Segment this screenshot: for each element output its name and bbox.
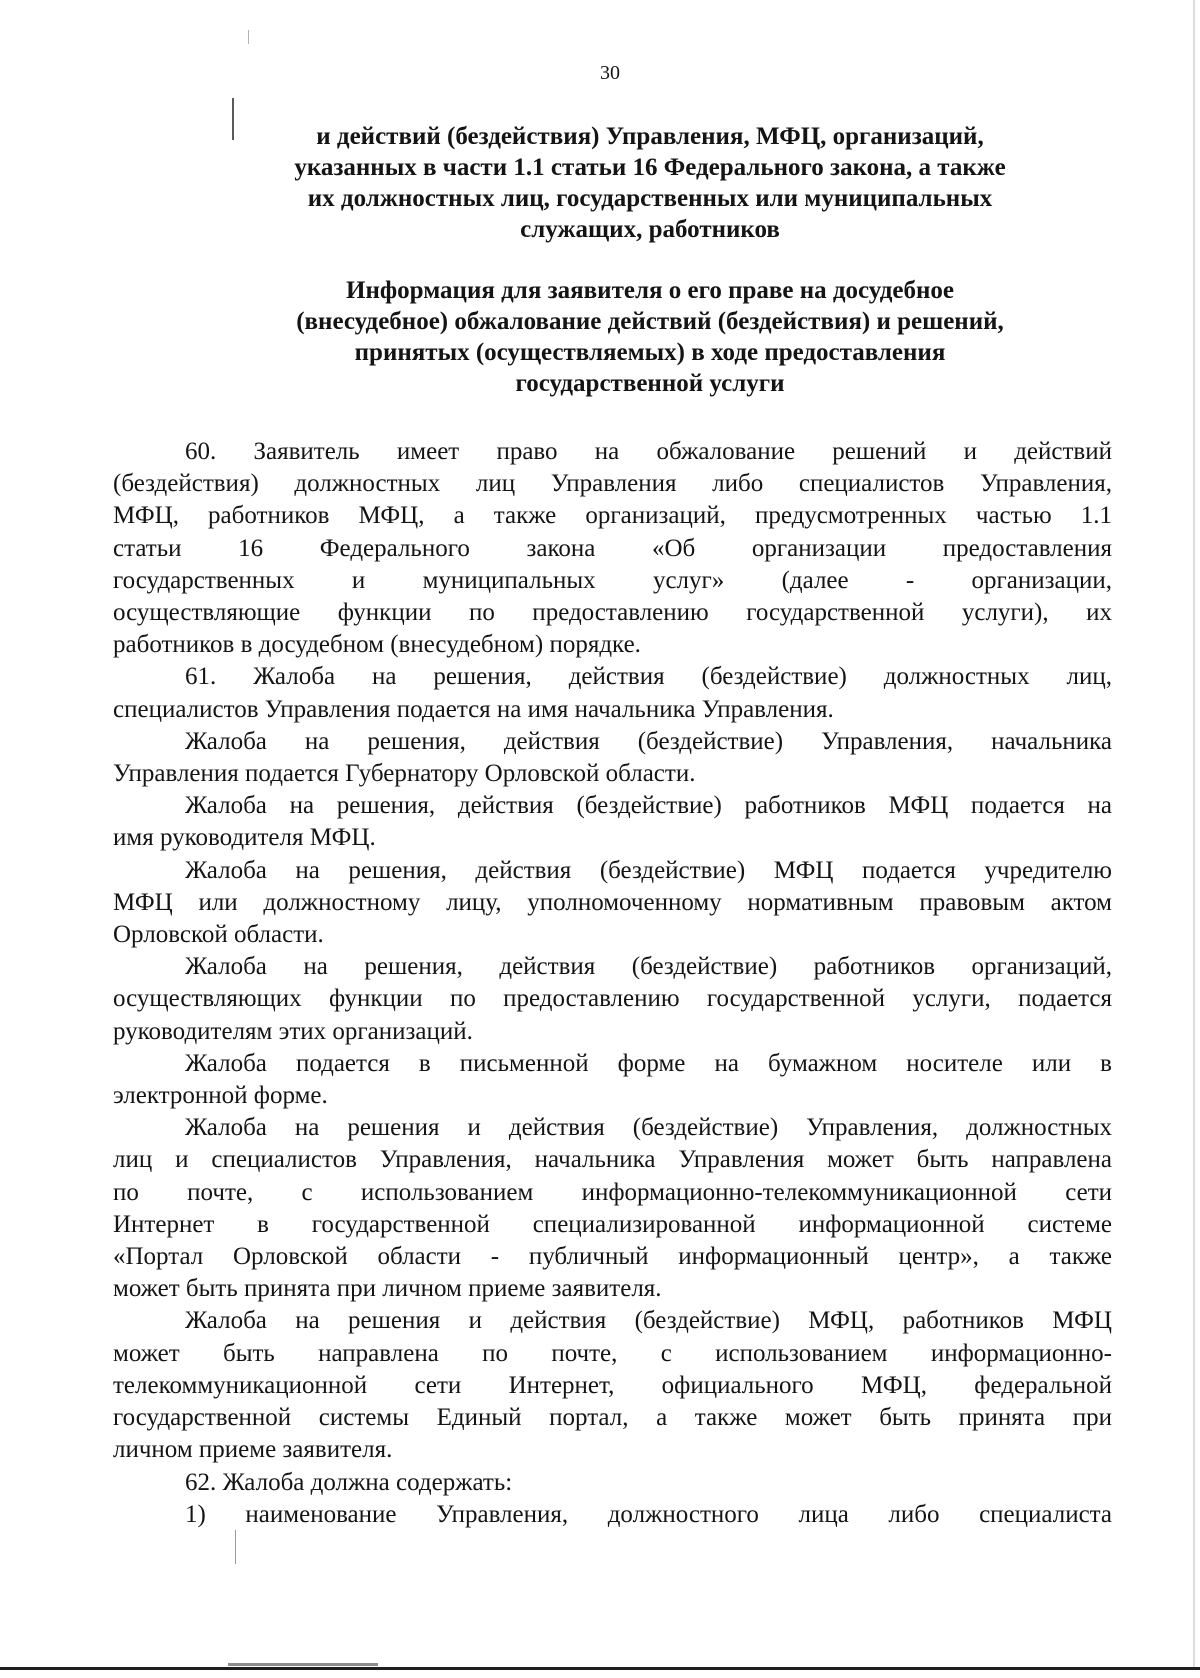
paragraph: [113, 855, 1112, 952]
text-line: МФЦ, работников МФЦ, а также организаций, предусмотренных частью 1.1: [113, 502, 1112, 530]
paragraph: [113, 1112, 1112, 1305]
text-line: 60. Заявитель имеет право на обжалование решений и действий: [185, 438, 1112, 465]
paragraph: [113, 951, 1112, 1048]
paragraph: [113, 1499, 1112, 1531]
text-line: осуществляющие функции по предоставлению государственной услуги), их: [113, 599, 1112, 627]
text-line: Интернет в государственной специализированной информационной системе: [113, 1210, 1112, 1238]
text-line: государственной системы Единый портал, а также может быть принята при: [113, 1404, 1112, 1432]
scan-edge: [0, 1667, 1200, 1670]
text-line: Жалоба на решения, действия (бездействие) Управления, начальника: [185, 727, 1112, 755]
text-line: имя руководителя МФЦ.: [113, 824, 376, 852]
body-text: [113, 436, 1112, 1531]
text-line: Жалоба на решения и действия (бездействие) МФЦ, работников МФЦ: [185, 1307, 1112, 1335]
heading-line: государственной услуги: [515, 370, 785, 397]
text-line: осуществляющих функции по предоставлению государственной услуги, подается: [113, 985, 1112, 1013]
scan-edge: [1193, 0, 1195, 1668]
scan-artifact: [248, 30, 249, 44]
heading-line: их должностных лиц, государственных или муниципальных: [307, 185, 993, 212]
text-line: Жалоба на решения и действия (бездействие) Управления, должностных: [185, 1114, 1112, 1142]
paragraph: [113, 790, 1112, 854]
text-line: статьи 16 Федерального закона «Об организации предоставления: [113, 534, 1112, 562]
scan-artifact: [235, 1530, 236, 1564]
text-line: Орловской области.: [113, 921, 324, 949]
heading-line: и действий (бездействия) Управления, МФЦ, организаций,: [316, 123, 984, 150]
text-line: Управления подается Губернатору Орловской области.: [113, 760, 696, 788]
paragraph: [113, 436, 1112, 661]
text-line: Жалоба на решения, действия (бездействие) работников МФЦ подается на: [185, 792, 1112, 820]
text-line: «Портал Орловской области - публичный информационный центр», а также: [113, 1243, 1112, 1271]
text-line: Жалоба на решения, действия (бездействие) МФЦ подается учредителю: [185, 856, 1112, 884]
text-line: работников в досудебном (внесудебном) порядке.: [113, 631, 641, 659]
scan-artifact: [232, 98, 234, 140]
heading-line: Информация для заявителя о его праве на досудебное: [346, 277, 954, 304]
text-line: Жалоба подается в письменной форме на бумажном носителе или в: [185, 1049, 1112, 1077]
text-line: электронной форме.: [113, 1082, 328, 1110]
heading-line: указанных в части 1.1 статьи 16 Федерального закона, а также: [294, 154, 1006, 181]
heading-line: (внесудебное) обжалование действий (бездействия) и решений,: [296, 308, 1004, 335]
paragraph: [113, 1048, 1112, 1112]
paragraph: [113, 1467, 1112, 1499]
heading-line: служащих, работников: [520, 216, 780, 243]
page-number: 30: [600, 62, 620, 84]
text-line: лиц и специалистов Управления, начальника Управления может быть направлена: [113, 1146, 1112, 1174]
text-line: МФЦ или должностному лицу, уполномоченному нормативным правовым актом: [113, 888, 1112, 916]
section-heading-information: [150, 275, 1150, 399]
text-line: телекоммуникационной сети Интернет, официального МФЦ, федеральной: [113, 1371, 1112, 1399]
text-line: (бездействия) должностных лиц Управления либо специалистов Управления,: [113, 470, 1112, 498]
text-line: специалистов Управления подается на имя начальника Управления.: [113, 695, 834, 723]
text-line: руководителям этих организаций.: [113, 1017, 473, 1045]
paragraph: [113, 661, 1112, 725]
text-line: может быть направлена по почте, с использованием информационно-: [113, 1339, 1112, 1367]
text-line: 1) наименование Управления, должностного лица либо специалиста: [185, 1500, 1112, 1528]
text-line: государственных и муниципальных услуг» (далее - организации,: [113, 566, 1112, 594]
text-line: 62. Жалоба должна содержать:: [185, 1468, 513, 1496]
scan-artifact: [228, 1663, 378, 1666]
text-line: личном приеме заявителя.: [113, 1436, 393, 1464]
heading-line: принятых (осуществляемых) в ходе предоставления: [354, 339, 946, 366]
text-line: Жалоба на решения, действия (бездействие) работников организаций,: [185, 953, 1112, 981]
section-heading-continued: [150, 121, 1150, 245]
text-line: может быть принята при личном приеме заявителя.: [113, 1275, 662, 1303]
text-line: по почте, с использованием информационно-телекоммуникационной сети: [113, 1178, 1112, 1206]
paragraph: [113, 1305, 1112, 1466]
text-line: 61. Жалоба на решения, действия (бездействие) должностных лиц,: [185, 663, 1112, 691]
paragraph: [113, 726, 1112, 790]
